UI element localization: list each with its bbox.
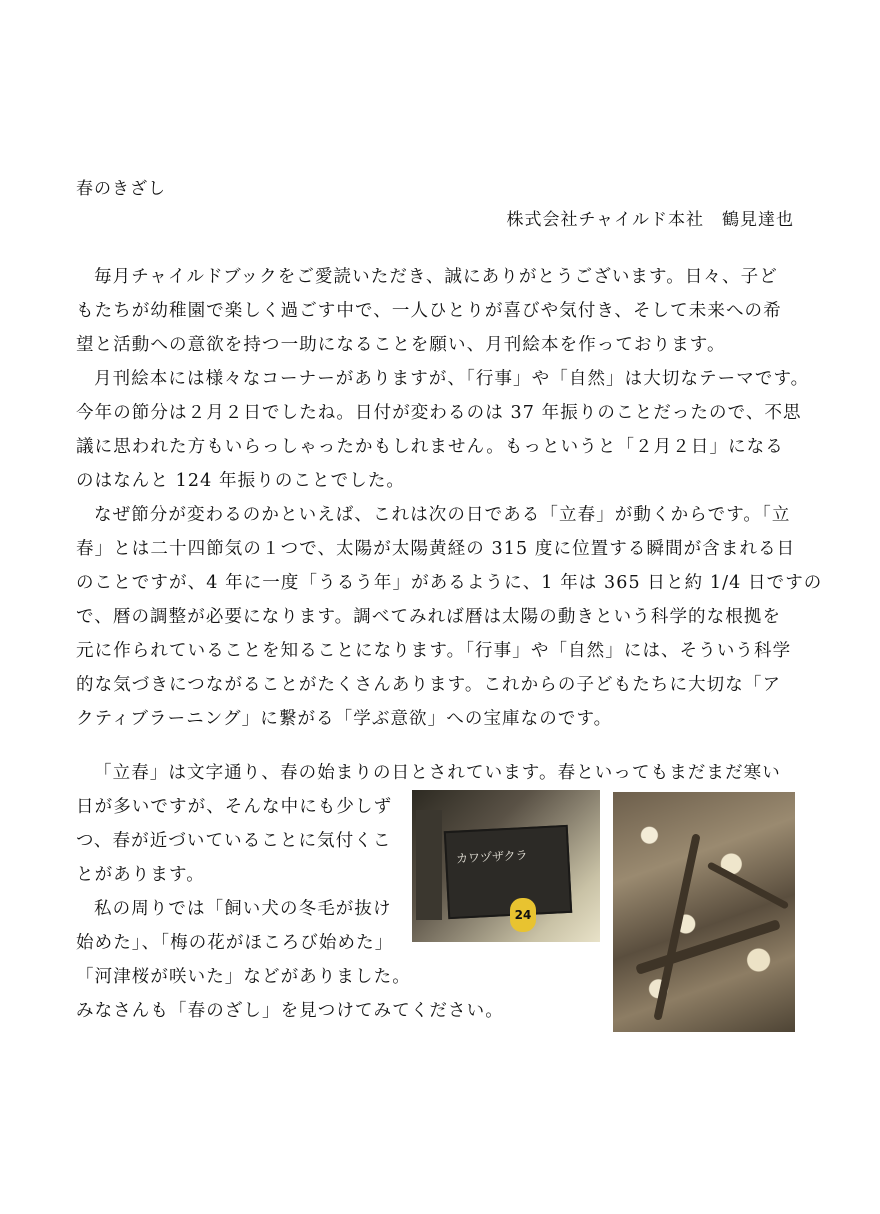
paragraph-line: 春」とは二十四節気の１つで、太陽が太陽黄経の 315 度に位置する瞬間が含まれる日 — [76, 539, 796, 559]
paragraph-line: もたちが幼稚園で楽しく過ごす中で、一人ひとりが喜びや気付き、そして未来への希 — [76, 301, 782, 321]
paragraph-line: なぜ節分が変わるのかといえば、これは次の日である「立春」が動くからです。「立 — [94, 505, 791, 525]
paragraph-line: 元に作られていることを知ることになります。「行事」や「自然」には、そういう科学 — [76, 641, 792, 661]
paragraph-line: で、暦の調整が必要になります。調べてみれば暦は太陽の動きという科学的な根拠を — [76, 607, 782, 627]
paragraph-line: みなさんも「春のざし」を見つけてみてください。 — [76, 1001, 504, 1021]
photo-cherry-blossoms — [613, 792, 795, 1032]
paragraph-line: のことですが、4 年に一度「うるう年」があるように、1 年は 365 日と約 1/4 日ですの — [76, 573, 823, 593]
branch — [635, 919, 781, 975]
document-title: 春のきざし — [76, 179, 166, 199]
paragraph-line: 「河津桜が咲いた」などがありました。 — [76, 967, 411, 987]
paragraph-line: 月刊絵本には様々なコーナーがありますが、「行事」や「自然」は大切なテーマです。 — [94, 369, 810, 389]
paragraph-line: クティブラーニング」に繋がる「学ぶ意欲」への宝庫なのです。 — [76, 709, 613, 729]
paragraph-line: 的な気づきにつながることがたくさんあります。これからの子どもたちに大切な「ア — [76, 675, 782, 695]
paragraph-line: のはなんと 124 年振りのことでした。 — [76, 471, 406, 491]
paragraph-line: 望と活動への意欲を持つ一助になることを願い、月刊絵本を作っております。 — [76, 335, 726, 355]
number-tag: 24 — [510, 898, 536, 932]
sign-board-text: カワヅザクラ — [455, 848, 528, 866]
paragraph-line: 日が多いですが、そんな中にも少しず — [76, 797, 393, 817]
paragraph-line: 今年の節分は２月２日でしたね。日付が変わるのは 37 年振りのことだったので、不思 — [76, 403, 802, 423]
sign-board — [444, 825, 572, 919]
branch — [707, 861, 790, 909]
side-placard — [416, 810, 442, 920]
author-line: 株式会社チャイルド本社 鶴見達也 — [506, 210, 794, 230]
paragraph-line: つ、春が近づいていることに気付くこ — [76, 831, 392, 851]
photo-sakura-sign — [412, 790, 600, 942]
paragraph-line: とがあります。 — [76, 865, 205, 885]
paragraph-line: 毎月チャイルドブックをご愛読いただき、誠にありがとうございます。日々、子ど — [94, 267, 778, 287]
paragraph-line: 始めた」、「梅の花がほころび始めた」 — [76, 933, 394, 953]
paragraph-line: 議に思われた方もいらっしゃったかもしれません。もっというと「２月２日」になる — [76, 437, 784, 457]
paragraph-line: 私の周りでは「飼い犬の冬毛が抜け — [94, 899, 392, 919]
branch — [653, 833, 700, 1021]
paragraph-line: 「立春」は文字通り、春の始まりの日とされています。春といってもまだまだ寒い — [94, 763, 781, 783]
